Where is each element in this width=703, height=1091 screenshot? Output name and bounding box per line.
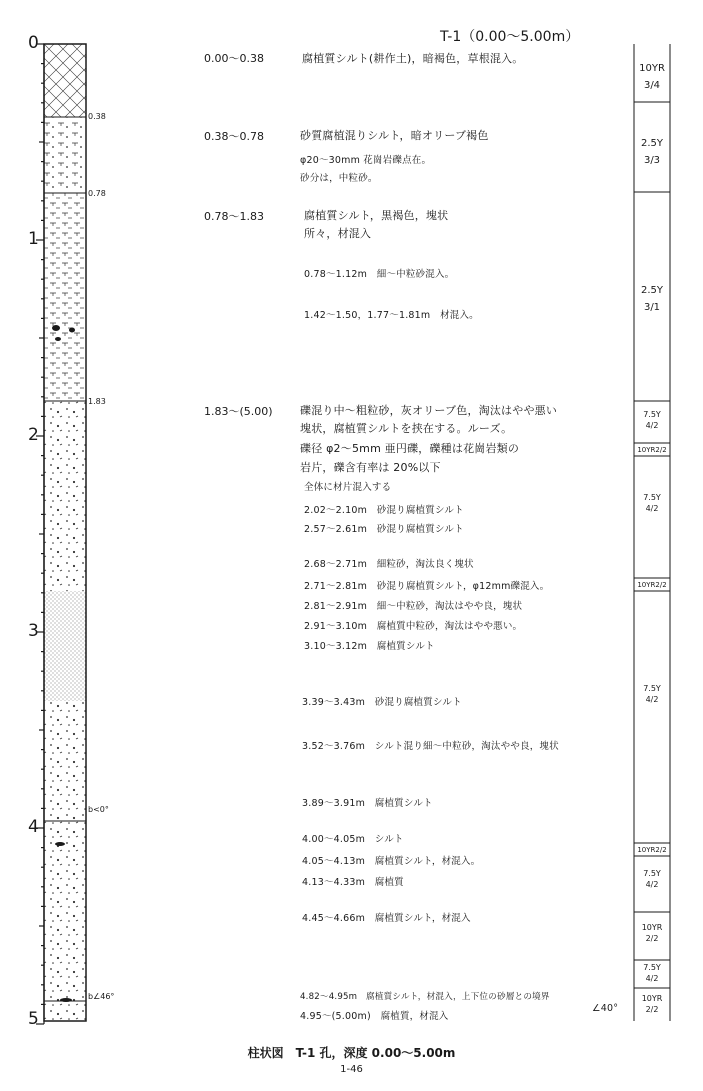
note-line: 2.71～2.81m 砂混り腐植質シルト，φ12mm礫混入。: [304, 581, 550, 592]
note-line: ∠40°: [592, 1003, 619, 1014]
munsell-code: 2.5Y 3/1: [640, 285, 663, 313]
note-line: 4.45～4.66m 腐植質シルト，材混入: [302, 913, 471, 924]
sub-depth-label: 0.78: [88, 189, 106, 198]
sub-depth-label: b∠46°: [88, 992, 115, 1001]
munsell-code: 10YR 3/4: [639, 63, 665, 91]
munsell-code: 7.5Y 4/2: [643, 963, 661, 983]
note-line: 砂分は，中粒砂。: [300, 173, 378, 184]
note-line: 岩片，礫含有率は 20%以下: [300, 461, 441, 474]
lithology-column: [44, 44, 86, 1021]
interval-range: 0.00～0.38: [204, 52, 264, 65]
note-line: φ20～30mm 花崗岩礫点在。: [300, 155, 432, 166]
note-line: 4.13～4.33m 腐植質: [302, 877, 404, 888]
sub-depth-label: 1.83: [88, 397, 106, 406]
depth-5: 5: [28, 1009, 39, 1029]
munsell-code: 2.5Y 3/3: [640, 138, 663, 166]
note-line: 3.89～3.91m 腐植質シルト: [302, 798, 433, 809]
depth-scale: [36, 44, 44, 1024]
note-line: 4.82～4.95m 腐植質シルト，材混入，上下位の砂層との境界: [300, 992, 550, 1002]
page-number: 1-46: [340, 1064, 363, 1075]
note-line: 所々，材混入: [304, 227, 372, 240]
sub-depth-label: b<0°: [88, 805, 109, 814]
note-line: 3.10～3.12m 腐植質シルト: [304, 641, 435, 652]
note-line: 1.42～1.50，1.77～1.81m 材混入。: [304, 310, 479, 321]
note-line: 2.91～3.10m 腐植質中粒砂，淘汰はやや悪い。: [304, 621, 523, 632]
note-line: 塊状，腐植質シルトを挟在する。ルーズ。: [300, 422, 513, 435]
interval-desc: 礫混り中～粗粒砂，灰オリーブ色，淘汰はやや悪い: [300, 404, 558, 417]
depth-2: 2: [28, 425, 39, 445]
interval-range: 0.38～0.78: [204, 130, 264, 143]
munsell-code: 7.5Y 4/2: [643, 869, 661, 889]
munsell-code: 7.5Y 4/2: [643, 684, 661, 704]
note-line: 2.81～2.91m 細～中粒砂，淘汰はやや良，塊状: [304, 601, 523, 612]
note-line: 礫径 φ2～5mm 亜円礫，礫種は花崗岩類の: [300, 442, 520, 455]
interval-desc: 腐植質シルト(耕作土)，暗褐色，草根混入。: [302, 52, 524, 65]
note-line: 全体に材片混入する: [304, 482, 392, 493]
note-line: 4.95～(5.00m) 腐植質，材混入: [300, 1011, 449, 1022]
munsell-code: 7.5Y 4/2: [643, 410, 661, 430]
note-line: 2.68～2.71m 細粒砂，淘汰良く塊状: [304, 559, 474, 570]
note-line: 0.78～1.12m 細～中粒砂混入。: [304, 269, 455, 280]
note-line: 4.00～4.05m シルト: [302, 834, 404, 845]
note-line: 3.39～3.43m 砂混り腐植質シルト: [302, 697, 462, 708]
depth-4: 4: [28, 817, 39, 837]
munsell-code: 7.5Y 4/2: [643, 493, 661, 513]
interval-desc: 腐植質シルト，黒褐色，塊状: [304, 209, 449, 222]
munsell-code: 10YR 2/2: [641, 923, 663, 943]
sub-depth-label: 0.38: [88, 112, 106, 121]
note-line: 4.05～4.13m 腐植質シルト，材混入。: [302, 856, 481, 867]
log-title: T-1（0.00～5.00m）: [440, 29, 580, 45]
note-line: 3.52～3.76m シルト混り細～中粒砂，淘汰やや良，塊状: [302, 741, 559, 752]
note-line: 2.57～2.61m 砂混り腐植質シルト: [304, 524, 464, 535]
depth-1: 1: [28, 229, 39, 249]
munsell-code: 10YR2/2: [637, 446, 667, 454]
note-line: 2.02～2.10m 砂混り腐植質シルト: [304, 505, 464, 516]
interval-range: 0.78～1.83: [204, 210, 264, 223]
munsell-code: 10YR2/2: [637, 846, 667, 854]
depth-3: 3: [28, 621, 39, 641]
depth-0: 0: [28, 33, 39, 53]
interval-desc: 砂質腐植混りシルト，暗オリーブ褐色: [300, 129, 489, 142]
figure-caption: 柱状図 T-1 孔，深度 0.00～5.00m: [247, 1046, 456, 1060]
munsell-code: 10YR2/2: [637, 581, 667, 589]
interval-range: 1.83～(5.00): [204, 405, 273, 418]
munsell-code: 10YR 2/2: [641, 994, 663, 1014]
